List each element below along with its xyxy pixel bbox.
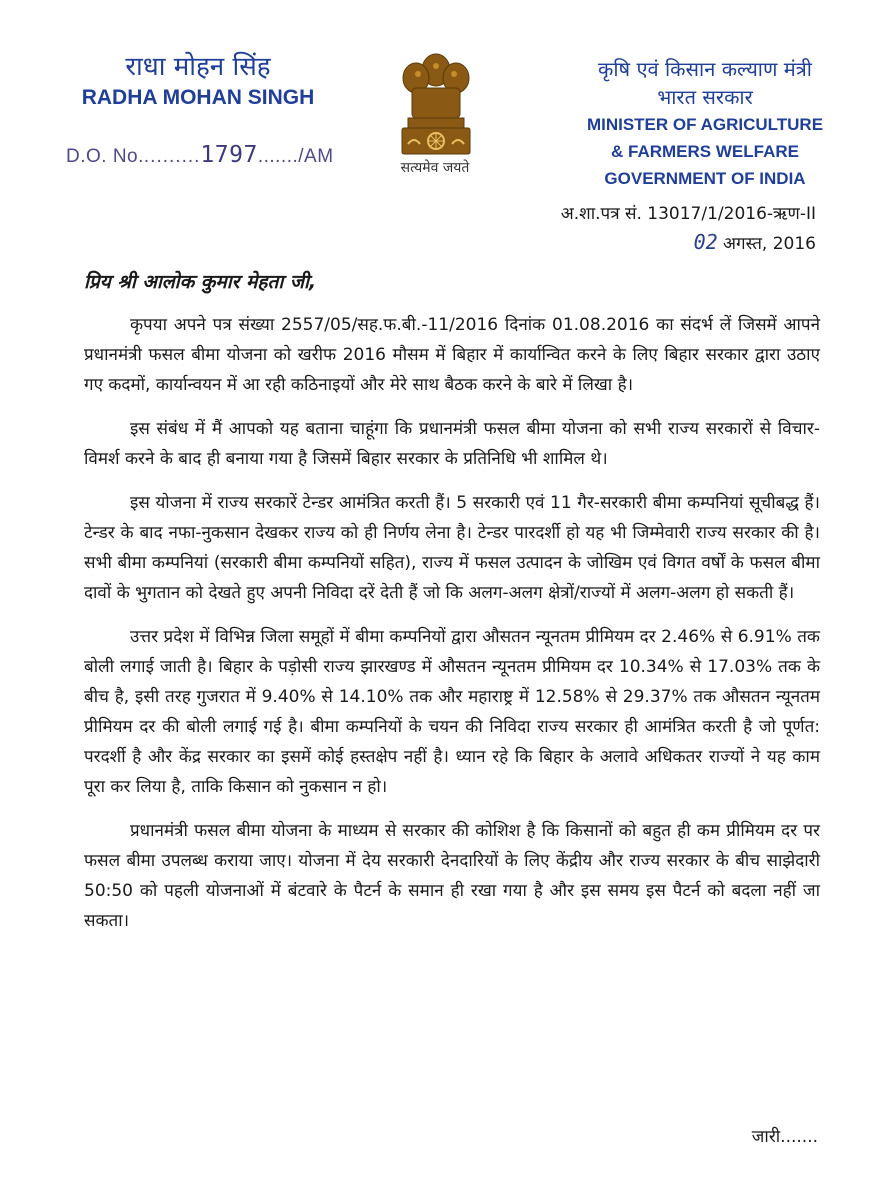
sender-name-english: RADHA MOHAN SINGH bbox=[81, 86, 315, 109]
paragraph: उत्तर प्रदेश में विभिन्न जिला समूहों में बीमा कम्पनियों द्वारा औसतन न्यूनतम प्रीमियम दर 2.46% से 6.91% तक बोली लगाई जाती है। बिहार के पड़ोसी राज्य झारखण्ड में औसतन न्यूनतम प्रीमियम दर 10.34% से 17.03% तक के बीच है, इसी तरह गुजरात में 9.40% से 14.10% तक और महाराष्ट्र में 12.58% से 29.37% तक औसतन न्यूनतम प्रीमियम दर की बोली लगाई गई है। बीमा कम्पनियों के चयन की निविदा राज्य सरकार ही आमंत्रित करती है जो पूर्णत: परदर्शी है और केंद्र सरकार का इसमें कोई हस्तक्षेप नहीं है। ध्यान रहे कि बिहार के अलावे अधिकतर राज्यों ने यह काम पूरा कर लिया है, ताकि किसान को नुकसान न हो। bbox=[84, 627, 820, 797]
paragraph: इस संबंध में मैं आपको यह बताना चाहूंगा कि प्रधानमंत्री फसल बीमा योजना को सभी राज्य सरकारों से विचार-विमर्श करने के बाद ही बनाया गया है जिसमें बिहार सरकार के प्रतिनिधि भी शामिल थे। bbox=[84, 419, 820, 469]
reference-block bbox=[561, 200, 816, 258]
paragraph: प्रधानमंत्री फसल बीमा योजना के माध्यम से सरकार की कोशिश है कि किसानों को बहुत ही कम प्रीमियम दर पर फसल बीमा उपलब्ध कराया जाए। योजना में देय सरकारी देनदारियों के लिए केंद्रीय और राज्य सरकार के बीच साझेदारी 50:50 को पहली योजनाओं में बंटवारे के पैटर्न के समान ही रखा गया है और इस समय इस पैटर्न को बदला नहीं जा सकता। bbox=[84, 821, 820, 931]
salutation: प्रिय श्री आलोक कुमार मेहता जी, bbox=[84, 271, 317, 293]
paragraph: इस योजना में राज्य सरकारें टेन्डर आमंत्रित करती हैं। 5 सरकारी एवं 11 गैर-सरकारी बीमा कम्पनियां सूचीबद्ध हैं। टेन्डर के बाद नफा-नुकसान देखकर राज्य को ही निर्णय लेना है। टेन्डर पारदर्शी हो यह भी जिम्मेवारी राज्य सरकार की है। सभी बीमा कम्पनियां (सरकारी बीमा कम्पनियों सहित), राज्य में फसल उत्पादन के जोखिम एवं विगत वर्षों के फसल बीमा दावों के भुगतान को देखते हुए अपनी निविदा दरें देती हैं जो कि अलग-अलग क्षेत्रों/राज्यों में अलग-अलग हो सकती हैं। bbox=[84, 493, 820, 603]
ministry-english-line-3: GOVERNMENT OF INDIA bbox=[604, 169, 806, 188]
sender-name-hindi: राधा मोहन सिंह bbox=[125, 52, 271, 82]
letter-body bbox=[84, 310, 820, 950]
state-emblem-icon bbox=[388, 48, 484, 168]
date-day-handwritten: 02 bbox=[693, 230, 718, 254]
letter-date bbox=[561, 228, 816, 258]
continued-marker: जारी....... bbox=[751, 1127, 818, 1147]
sender-block bbox=[68, 50, 328, 112]
do-suffix: /AM bbox=[298, 146, 334, 167]
do-number-handwritten: 1797 bbox=[200, 142, 258, 168]
date-month-year: अगस्त, 2016 bbox=[717, 234, 816, 254]
ministry-block bbox=[560, 55, 850, 192]
ministry-english-line-2: & FARMERS WELFARE bbox=[611, 142, 799, 161]
paragraph: कृपया अपने पत्र संख्या 2557/05/सह.फ.बी.-11/2016 दिनांक 01.08.2016 का संदर्भ लें जिसमें आपने प्रधानमंत्री फसल बीमा योजना को खरीफ 2016 मौसम में बिहार में कार्यान्वित करने के लिए बिहार सरकार द्वारा उठाए गए कदमों, कार्यान्वयन में आ रही कठिनाइयों और मेरे साथ बैठक करने के बारे में लिखा है। bbox=[84, 315, 820, 395]
letter-reference-number: अ.शा.पत्र सं. 13017/1/2016-ऋण-II bbox=[560, 204, 816, 224]
emblem-motto: सत्यमेव जयते bbox=[400, 160, 470, 176]
ministry-hindi-line-2: भारत सरकार bbox=[657, 85, 753, 109]
ministry-english-line-1: MINISTER OF AGRICULTURE bbox=[586, 115, 824, 134]
do-number-line: D.O. No..........1797......./AM bbox=[66, 142, 334, 168]
ministry-hindi-line-1: कृषि एवं किसान कल्याण मंत्री bbox=[598, 57, 812, 81]
do-prefix: D.O. No. bbox=[66, 146, 144, 167]
